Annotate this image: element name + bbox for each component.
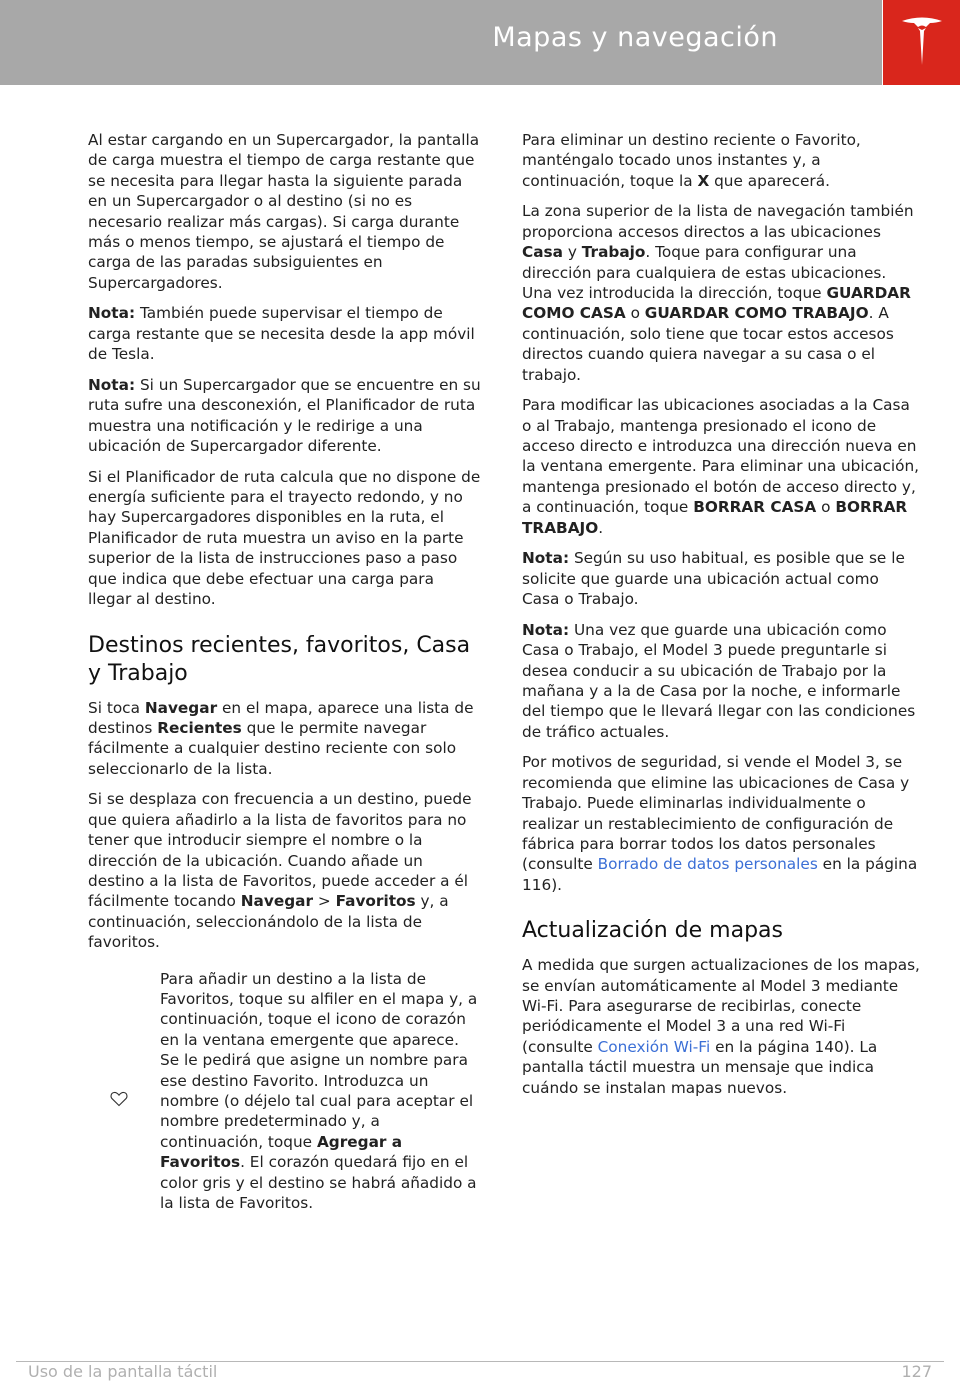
- footer-section: Uso de la pantalla táctil: [28, 1362, 218, 1381]
- text: Para modificar las ubicaciones asociadas a la Casa o al Trabajo, mantenga presionado el icono de acceso directo e introduzca una dirección nueva en la ventana emergente. Para eliminar una ubicación, mantenga presionado el botón de acceso directo y, a continuación, toque: [522, 396, 920, 517]
- paragraph: [522, 130, 920, 191]
- brand-logo: [883, 0, 960, 85]
- ui-term: Recientes: [157, 718, 242, 737]
- text: . El corazón quedará fijo en el color gris y el destino se habrá añadido a la lista de Favoritos.: [160, 1153, 477, 1213]
- note: [522, 548, 920, 609]
- note-label: Nota:: [522, 620, 570, 639]
- ui-term: X: [697, 171, 710, 190]
- section-heading: Actualización de mapas: [522, 918, 783, 944]
- note-text: También puede supervisar el tiempo de carga restante que se necesita desde la app móvil de Tesla.: [88, 304, 475, 364]
- text: en la página 116).: [522, 855, 918, 894]
- ui-term: Trabajo: [581, 243, 646, 262]
- paragraph: [88, 789, 482, 952]
- page-number: 127: [901, 1362, 932, 1381]
- text: en la página 140). La pantalla táctil muestra un mensaje que indica cuándo se instalan mapas nuevos.: [522, 1037, 878, 1097]
- text: o: [816, 498, 836, 517]
- text: Para añadir un destino a la lista de Favoritos, toque su alfiler en el mapa y, a continuación, toque el icono de corazón en la ventana emergente que aparece. Se le pedirá que asigne un nombre para ese destino Favorito. Introduzca un nombre (o déjelo tal cual para aceptar el nombre predeterminado y, a continuación, toque: [160, 969, 478, 1151]
- text: que aparecerá.: [709, 171, 830, 190]
- note-text: Una vez que guarde una ubicación como Casa o Trabajo, el Model 3 puede preguntarle si desea conducir a su ubicación de Trabajo por la mañana y a la de Casa por la noche, e informarle del tiempo que le llevará llegar con las condiciones de tráfico actuales.: [522, 620, 916, 741]
- note-label: Nota:: [522, 549, 570, 568]
- paragraph: Si el Planificador de ruta calcula que no dispone de energía suficiente para el trayecto redondo, y no hay Supercargadores disponibles en la ruta, el Planificador de ruta muestra un aviso en la parte superior de la lista de instrucciones paso a paso que indica que debe efectuar una carga para llegar al destino.: [88, 467, 481, 609]
- paragraph: [522, 395, 920, 538]
- ui-term: BORRAR CASA: [693, 498, 817, 517]
- note-text: Si un Supercargador que se encuentre en su ruta sufre una desconexión, el Planificador de ruta muestra una notificación y le redirige a una ubicación de Supercargador diferente.: [88, 375, 481, 456]
- text: y: [562, 243, 582, 262]
- note: [88, 375, 482, 457]
- ui-term: Casa: [522, 243, 563, 262]
- ui-term: GUARDAR COMO CASA: [522, 284, 911, 323]
- text: . Toque para configurar una dirección para cualquiera de estas ubicaciones. Una vez introducida la dirección, toque: [522, 243, 887, 303]
- text: o: [625, 304, 645, 323]
- note: [522, 620, 920, 742]
- paragraph: [522, 201, 920, 385]
- paragraph: Al estar cargando en un Supercargador, la pantalla de carga muestra el tiempo de carga restante que se necesita para llegar hasta la siguiente parada en un Supercargador o al destino (si no es necesario realizar más cargas). Si carga durante más o menos tiempo, se ajustará el tiempo de carga de las paradas subsiguientes en Supercargadores.: [88, 131, 480, 292]
- ui-term: GUARDAR COMO TRABAJO: [644, 304, 869, 323]
- paragraph: [522, 752, 920, 895]
- heart-icon: [110, 1091, 128, 1107]
- paragraph: [522, 955, 920, 1098]
- page-title: Mapas y navegación: [492, 22, 778, 53]
- text: Si toca: [88, 698, 145, 717]
- text: y, a continuación, seleccionándolo de la lista de favoritos.: [88, 892, 449, 952]
- note-label: Nota:: [88, 375, 136, 394]
- text: >: [313, 892, 336, 911]
- ui-term: BORRAR TRABAJO: [522, 498, 908, 537]
- ui-term: Favoritos: [335, 892, 416, 911]
- left-column: [88, 130, 482, 1224]
- link-conexion-wifi[interactable]: Conexión Wi-Fi: [597, 1037, 711, 1056]
- note-text: Según su uso habitual, es posible que se le solicite que guarde una ubicación actual como Casa o Trabajo.: [522, 549, 905, 609]
- ui-term: Agregar a Favoritos: [160, 1132, 403, 1172]
- text: A medida que surgen actualizaciones de los mapas, se envían automáticamente al Model 3 mediante Wi-Fi. Para asegurarse de recibirlas, conecte periódicamente el Model 3 a una red Wi-Fi (consulte: [522, 956, 920, 1056]
- section-heading: Destinos recientes, favoritos, Casa y Trabajo: [88, 632, 471, 686]
- text: Si se desplaza con frecuencia a un destino, puede que quiera añadirlo a la lista de favoritos para no tener que introducir siempre el nombre o la dirección de la ubicación. Cuando añade un destino a la lista de Favoritos, puede acceder a él fácilmente tocando: [88, 790, 472, 911]
- header-bar: [0, 0, 882, 85]
- callout-text: [160, 969, 482, 1214]
- text: . A continuación, solo tiene que tocar estos accesos directos cuando quiera navegar a su casa o el trabajo.: [522, 304, 894, 384]
- text: en el mapa, aparece una lista de destinos: [88, 698, 474, 737]
- right-column: [522, 130, 920, 1108]
- note: [88, 303, 482, 364]
- text: Por motivos de seguridad, si vende el Model 3, se recomienda que elimine las ubicaciones de Casa y Trabajo. Puede eliminarlas individualmente o realizar un restablecimiento de configuración de fábrica para borrar todos los datos personales (consulte: [522, 753, 910, 874]
- note-label: Nota:: [88, 304, 136, 323]
- ui-term: Navegar: [144, 698, 218, 717]
- text: que le permite navegar fácilmente a cualquier destino reciente con solo seleccionarlo de la lista.: [88, 718, 457, 778]
- text: Para eliminar un destino reciente o Favorito, manténgalo tocado unos instantes y, a continuación, toque la: [522, 131, 861, 190]
- link-borrado-datos[interactable]: Borrado de datos personales: [597, 855, 818, 874]
- paragraph: [88, 698, 482, 780]
- text: .: [598, 518, 604, 537]
- text: La zona superior de la lista de navegación también proporciona accesos directos a las ubicaciones: [522, 202, 914, 241]
- ui-term: Navegar: [240, 892, 314, 911]
- tesla-logo-icon: [900, 15, 944, 69]
- heart-callout: [88, 969, 482, 1214]
